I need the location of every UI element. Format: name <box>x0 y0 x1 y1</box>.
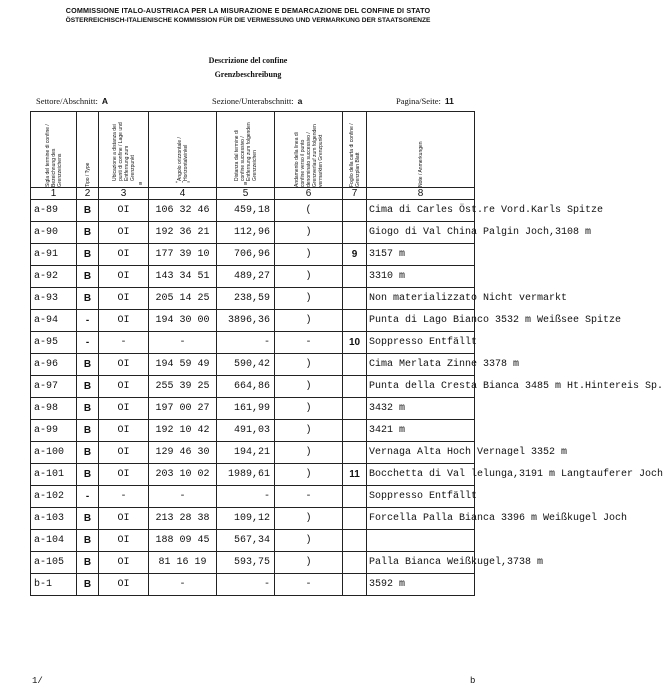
distance-value: 459,18 <box>217 200 275 222</box>
type-code: B <box>77 552 99 574</box>
line-course-symbol: ) <box>275 442 343 464</box>
header-line-italian: COMMISSIONE ITALO-AUSTRIACA PER LA MISURAZIONE E DEMARCAZIONE DEL CONFINE DI STATO <box>65 6 431 15</box>
location-code: OI <box>99 420 149 442</box>
location-code: OI <box>99 376 149 398</box>
location-code: OI <box>99 574 149 596</box>
column-number: 8 <box>367 188 475 200</box>
table-row <box>31 398 475 420</box>
pagina-value: 11 <box>444 96 454 106</box>
footer-mark-left: 1/ <box>32 676 43 686</box>
header-line-german: ÖSTERREICHISCH-ITALIENISCHE KOMMISSION FÜR DIE VERMESSUNG UND VERMARKUNG DER STAATSGRENZE <box>65 17 431 24</box>
note-text: 3592 m <box>367 574 475 596</box>
boundary-sign-id: b-1 <box>31 574 77 596</box>
table-row <box>31 442 475 464</box>
location-code: OI <box>99 442 149 464</box>
column-header-tipo: Tipo / Type <box>77 112 99 188</box>
line-course-symbol: ) <box>275 288 343 310</box>
sezione-label: Sezione/Unterabschnitt: <box>212 96 294 106</box>
distance-value: 161,99 <box>217 398 275 420</box>
boundary-sign-id: a-100 <box>31 442 77 464</box>
distance-value: 567,34 <box>217 530 275 552</box>
horizontal-angle: 129 46 30 <box>149 442 217 464</box>
column-number: 6 <box>275 188 343 200</box>
type-code: B <box>77 266 99 288</box>
line-course-symbol: ) <box>275 530 343 552</box>
settore-label: Settore/Abschnitt: <box>36 96 98 106</box>
type-code: B <box>77 288 99 310</box>
distance-value: 109,12 <box>217 508 275 530</box>
boundary-sign-id: a-96 <box>31 354 77 376</box>
line-course-symbol: - <box>275 486 343 508</box>
location-code: OI <box>99 530 149 552</box>
horizontal-angle: - <box>149 486 217 508</box>
table-row <box>31 244 475 266</box>
horizontal-angle: - <box>149 574 217 596</box>
map-sheet-number <box>343 354 367 376</box>
settore-field <box>36 96 108 106</box>
horizontal-angle: 213 28 38 <box>149 508 217 530</box>
horizontal-angle: 106 32 46 <box>149 200 217 222</box>
table-row <box>31 222 475 244</box>
line-course-symbol: ) <box>275 552 343 574</box>
map-sheet-number <box>343 310 367 332</box>
column-number: 4 <box>149 188 217 200</box>
horizontal-angle: 81 16 19 <box>149 552 217 574</box>
type-code: B <box>77 354 99 376</box>
table-row <box>31 354 475 376</box>
distance-value: 3896,36 <box>217 310 275 332</box>
distance-value: 238,59 <box>217 288 275 310</box>
type-code: B <box>77 574 99 596</box>
table-row <box>31 552 475 574</box>
type-code: B <box>77 442 99 464</box>
note-text: Palla Bianca Weißkugel,3738 m <box>367 552 475 574</box>
type-code: - <box>77 486 99 508</box>
line-course-symbol: ) <box>275 310 343 332</box>
note-text: Cima Merlata Zinne 3378 m <box>367 354 475 376</box>
boundary-sign-id: a-95 <box>31 332 77 354</box>
horizontal-angle: 194 59 49 <box>149 354 217 376</box>
document-title-german: Grenzbeschreibung <box>214 70 282 79</box>
line-course-symbol: ) <box>275 266 343 288</box>
settore-value: A <box>101 96 108 106</box>
map-sheet-number <box>343 508 367 530</box>
column-number: 1 <box>31 188 77 200</box>
type-code: B <box>77 464 99 486</box>
table-row <box>31 332 475 354</box>
horizontal-angle: 177 39 10 <box>149 244 217 266</box>
horizontal-angle: 192 10 42 <box>149 420 217 442</box>
map-sheet-number: 11 <box>343 464 367 486</box>
note-text: 3432 m <box>367 398 475 420</box>
map-sheet-number <box>343 442 367 464</box>
boundary-sign-id: a-92 <box>31 266 77 288</box>
table-row <box>31 376 475 398</box>
map-sheet-number <box>343 266 367 288</box>
line-course-symbol: ) <box>275 376 343 398</box>
column-header-angolo: Angolo orizzontale / Horizontalwinkel ° ' " <box>149 112 217 188</box>
table-row <box>31 508 475 530</box>
map-sheet-number <box>343 574 367 596</box>
column-number: 5 <box>217 188 275 200</box>
note-text <box>367 530 475 552</box>
location-code: - <box>99 332 149 354</box>
sezione-field <box>212 96 302 106</box>
column-header-sigla: Sigla del termine di confine / Bezeichnung des Grenzzeichens <box>31 112 77 188</box>
column-header-ubicazione: Ubicazione a distanza dei punti di confine / Lage und Entfernung zum Grenzpunkt m <box>99 112 149 188</box>
note-text: Punta della Cresta Bianca 3485 m Ht.Hintereis Sp. <box>367 376 475 398</box>
sezione-value: a <box>297 96 303 106</box>
line-course-symbol: ) <box>275 464 343 486</box>
horizontal-angle: 205 14 25 <box>149 288 217 310</box>
table-row <box>31 288 475 310</box>
location-code: OI <box>99 508 149 530</box>
type-code: B <box>77 508 99 530</box>
boundary-sign-id: a-102 <box>31 486 77 508</box>
line-course-symbol: ) <box>275 354 343 376</box>
type-code: - <box>77 332 99 354</box>
horizontal-angle: 194 30 00 <box>149 310 217 332</box>
note-text: Bocchetta di Val lelunga,3191 m Langtauferer Joch <box>367 464 475 486</box>
map-sheet-number: 9 <box>343 244 367 266</box>
location-code: OI <box>99 266 149 288</box>
note-text: Soppresso Entfällt <box>367 332 475 354</box>
note-text: Non materializzato Nicht vermarkt <box>367 288 475 310</box>
line-course-symbol: ) <box>275 244 343 266</box>
map-sheet-number <box>343 420 367 442</box>
table-row <box>31 266 475 288</box>
column-header-row <box>31 112 475 188</box>
column-header-note: Note / Anmerkungen <box>367 112 475 188</box>
distance-value: 489,27 <box>217 266 275 288</box>
location-code: - <box>99 486 149 508</box>
table-row <box>31 486 475 508</box>
distance-value: - <box>217 332 275 354</box>
note-text: Punta di Lago Bianco 3532 m Weißsee Spitze <box>367 310 475 332</box>
column-header-distanza: Distanza dal termine di confine successivo / Entfernung zum folgenden Grenzzeichen m <box>217 112 275 188</box>
type-code: - <box>77 310 99 332</box>
horizontal-angle: 255 39 25 <box>149 376 217 398</box>
location-code: OI <box>99 398 149 420</box>
table-row <box>31 310 475 332</box>
distance-value: 194,21 <box>217 442 275 464</box>
table-row <box>31 200 475 222</box>
distance-value: 491,03 <box>217 420 275 442</box>
table-row <box>31 420 475 442</box>
distance-value: - <box>217 486 275 508</box>
distance-value: 664,86 <box>217 376 275 398</box>
note-text: Cima di Carles Öst.re Vord.Karls Spitze <box>367 200 475 222</box>
distance-value: 1989,61 <box>217 464 275 486</box>
line-course-symbol: ( <box>275 200 343 222</box>
boundary-sign-id: a-89 <box>31 200 77 222</box>
map-sheet-number <box>343 552 367 574</box>
horizontal-angle: 143 34 51 <box>149 266 217 288</box>
pagina-label: Pagina/Seite: <box>396 96 441 106</box>
boundary-sign-id: a-94 <box>31 310 77 332</box>
footer-mark-right: b <box>470 676 476 686</box>
boundary-table <box>30 111 663 596</box>
location-code: OI <box>99 354 149 376</box>
line-course-symbol: ) <box>275 420 343 442</box>
type-code: B <box>77 398 99 420</box>
column-number: 7 <box>343 188 367 200</box>
note-text: Soppresso Entfällt <box>367 486 475 508</box>
table-row <box>31 464 475 486</box>
distance-value: 706,96 <box>217 244 275 266</box>
distance-value: 112,96 <box>217 222 275 244</box>
horizontal-angle: 192 36 21 <box>149 222 217 244</box>
boundary-sign-id: a-104 <box>31 530 77 552</box>
map-sheet-number: 10 <box>343 332 367 354</box>
distance-value: 590,42 <box>217 354 275 376</box>
boundary-sign-id: a-98 <box>31 398 77 420</box>
boundary-sign-id: a-103 <box>31 508 77 530</box>
line-course-symbol: - <box>275 574 343 596</box>
type-code: B <box>77 376 99 398</box>
location-code: OI <box>99 244 149 266</box>
type-code: B <box>77 420 99 442</box>
location-code: OI <box>99 200 149 222</box>
note-text: Giogo di Val China Palgin Joch,3108 m <box>367 222 475 244</box>
horizontal-angle: 197 00 27 <box>149 398 217 420</box>
boundary-sign-id: a-105 <box>31 552 77 574</box>
location-code: OI <box>99 288 149 310</box>
note-text: 3421 m <box>367 420 475 442</box>
type-code: B <box>77 200 99 222</box>
type-code: B <box>77 244 99 266</box>
distance-value: 593,75 <box>217 552 275 574</box>
map-sheet-number <box>343 486 367 508</box>
document-title-italian: Descrizione del confine <box>208 56 288 65</box>
column-number: 3 <box>99 188 149 200</box>
line-course-symbol: ) <box>275 508 343 530</box>
map-sheet-number <box>343 222 367 244</box>
column-number-row <box>31 188 475 200</box>
note-text: 3157 m <box>367 244 475 266</box>
distance-value: - <box>217 574 275 596</box>
horizontal-angle: - <box>149 332 217 354</box>
note-text: 3310 m <box>367 266 475 288</box>
boundary-sign-id: a-93 <box>31 288 77 310</box>
line-course-symbol: ) <box>275 398 343 420</box>
line-course-symbol: ) <box>275 222 343 244</box>
map-sheet-number <box>343 200 367 222</box>
note-text: Vernaga Alta Hoch Vernagel 3352 m <box>367 442 475 464</box>
boundary-sign-id: a-90 <box>31 222 77 244</box>
boundary-sign-id: a-101 <box>31 464 77 486</box>
table-row <box>31 574 475 596</box>
type-code: B <box>77 530 99 552</box>
column-number: 2 <box>77 188 99 200</box>
horizontal-angle: 203 10 02 <box>149 464 217 486</box>
location-code: OI <box>99 464 149 486</box>
boundary-sign-id: a-91 <box>31 244 77 266</box>
boundary-sign-id: a-97 <box>31 376 77 398</box>
map-sheet-number <box>343 376 367 398</box>
note-text: Forcella Palla Bianca 3396 m Weißkugel Joch <box>367 508 475 530</box>
location-code: OI <box>99 552 149 574</box>
location-code: OI <box>99 222 149 244</box>
type-code: B <box>77 222 99 244</box>
horizontal-angle: 188 09 45 <box>149 530 217 552</box>
boundary-sign-id: a-99 <box>31 420 77 442</box>
column-header-foglio: Foglio della carta di confine / Grenzplan Blatt <box>343 112 367 188</box>
column-header-andamento: Andamento della linea di confine verso il punto denominato successivo / Grenzverlauf zum folgenden vermarkten Grenzpunkt <box>275 112 343 188</box>
map-sheet-number <box>343 398 367 420</box>
line-course-symbol: - <box>275 332 343 354</box>
map-sheet-number <box>343 288 367 310</box>
pagina-field <box>396 96 454 106</box>
map-sheet-number <box>343 530 367 552</box>
location-code: OI <box>99 310 149 332</box>
table-row <box>31 530 475 552</box>
